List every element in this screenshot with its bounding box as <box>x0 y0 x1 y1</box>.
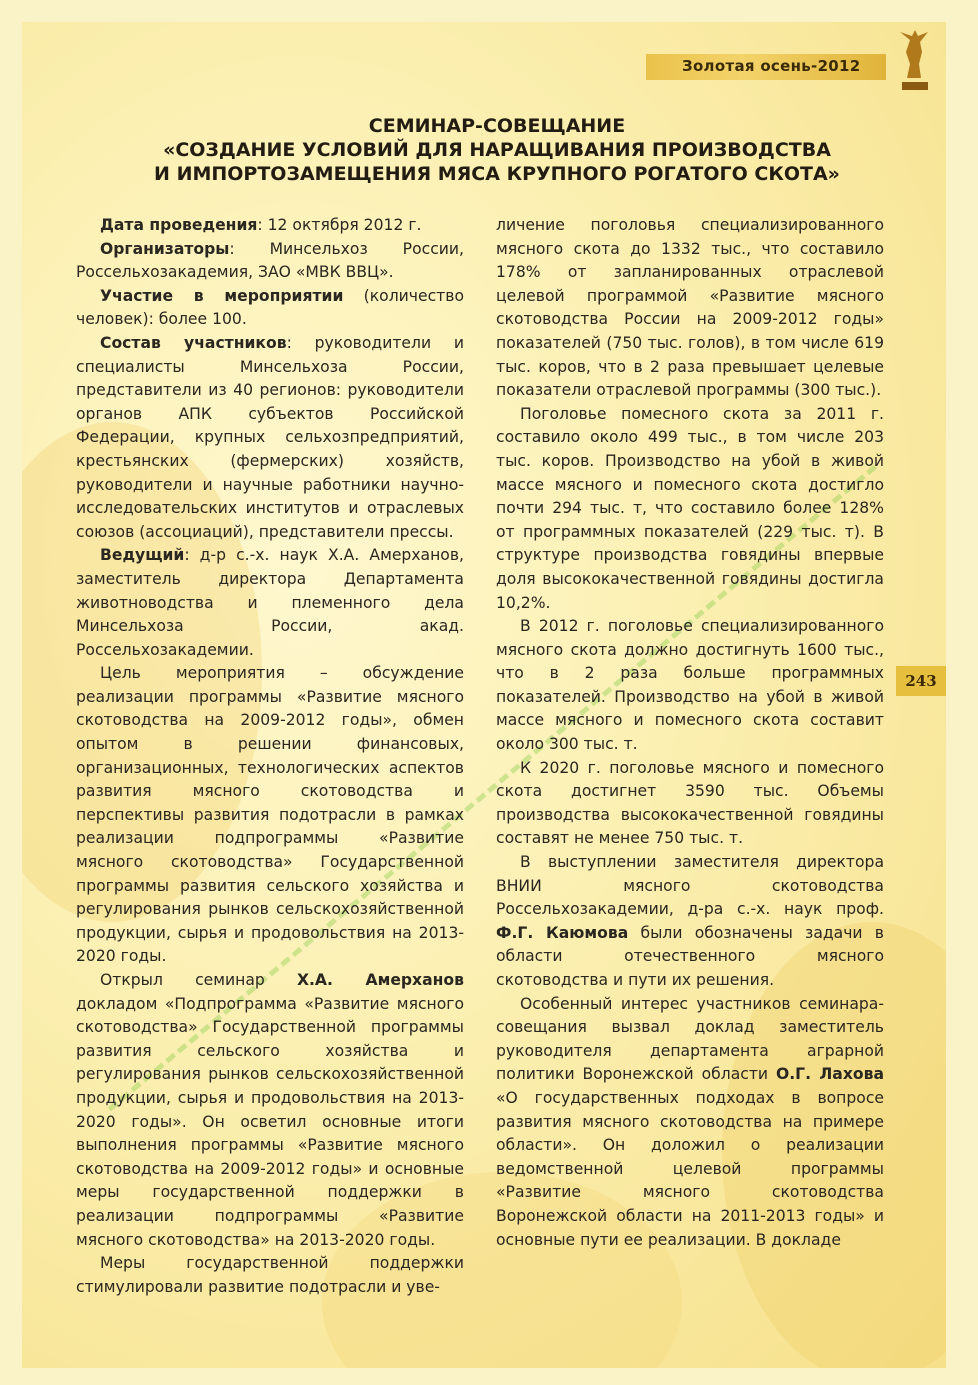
speaker-name: О.Г. Лахова <box>775 1065 884 1084</box>
forecast-2020-paragraph: К 2020 г. поголовье мясного и помесного скота достигнет 3590 тыс. Объемы производства высококачественной говядины составят не менее 750 тыс. т. <box>496 758 884 848</box>
organizers-label: Организаторы <box>100 239 230 258</box>
vniim-text: В выступлении заместителя директора ВНИИ мясного скотоводства Россельхозакадемии, д-ра с.-х. наук проф. <box>496 853 884 919</box>
host-paragraph <box>76 544 464 662</box>
participation-label: Участие в мероприятии <box>100 286 344 305</box>
participation-paragraph <box>76 285 464 332</box>
statue-icon <box>888 26 942 92</box>
article-title <box>80 114 914 186</box>
vniim-paragraph <box>496 851 884 993</box>
forecast-2012-paragraph: В 2012 г. поголовье специализированного мясного скота должно достигнуть 1600 тыс., что в 2 раза больше программных показателей. Производство на убой в живой массе мясного и помесного скота составит около 300 тыс. т. <box>496 617 884 754</box>
date-value: : 12 октября 2012 г. <box>257 216 422 234</box>
date-paragraph <box>76 214 464 238</box>
opening-paragraph <box>76 969 464 1252</box>
composition-label: Состав участников <box>100 333 287 352</box>
date-label: Дата проведения <box>100 216 258 234</box>
title-line: СЕМИНАР-СОВЕЩАНИЕ <box>368 115 626 137</box>
title-line: «СОЗДАНИЕ УСЛОВИЙ ДЛЯ НАРАЩИВАНИЯ ПРОИЗВОДСТВА <box>163 139 831 161</box>
composition-paragraph <box>76 332 464 544</box>
right-column <box>496 214 884 1252</box>
interest-paragraph <box>496 993 884 1253</box>
composition-value: : руководители и специалисты Минсельхоза России, представители из 40 регионов: руководители органов АПК субъектов Российской Федерации, крупных сельхозпредприятий, крестьянских (фермерских) хозяйств, руководители и научные работники научно-исследовательских институтов и отраслевых союзов (ассоциаций), представители прессы. <box>76 333 464 541</box>
participation-value: (количество человек): более 100. <box>76 286 464 329</box>
speaker-name: Х.А. Амерханов <box>296 971 464 989</box>
organizers-paragraph <box>76 238 464 285</box>
host-label: Ведущий <box>100 546 185 565</box>
title-line: И ИМПОРТОЗАМЕЩЕНИЯ МЯСА КРУПНОГО РОГАТОГО СКОТА» <box>154 163 840 185</box>
opening-text: Открыл семинар <box>100 971 297 989</box>
left-column <box>76 214 464 1299</box>
interest-text: «О государственных подходах в вопросе развития мясного скотоводства на примере области». Он доложил о реализации ведомственной целевой программы «Развитие мясного скотоводства Воронежской области на 2011-2013 годы» и основные пути ее реализации. В докладе <box>496 1088 884 1249</box>
vniim-text: были обозначены задачи в области отечественного мясного скотоводства и пути их решения. <box>496 923 884 989</box>
page-number: 243 <box>896 666 946 696</box>
opening-text: докладом «Подпрограмма «Развитие мясного скотоводства» Государственной программы развития сельского хозяйства и регулирования рынков сельскохозяйственной продукции, сырья и продовольствия на 2013-2020 годы». Он осветил основные итоги выполнения программы «Развитие мясного скотоводства на 2009-2012 годы» и основные меры государственной поддержки в реализации подпрограммы «Развитие мясного скотоводства» на 2013-2020 годы. <box>76 994 464 1249</box>
measures-paragraph: Меры государственной поддержки стимулировали развитие подотрасли и уве- <box>76 1254 464 1296</box>
interest-text: Особенный интерес участников семинара-совещания вызвал доклад заместитель руководителя департамента аграрной политики Воронежской области <box>496 994 884 1084</box>
host-value: : д-р с.-х. наук Х.А. Амерханов, заместитель директора Департамента животноводства и племенного дела Минсельхоза России, акад. Россельхозакадемии. <box>76 546 464 659</box>
speaker-name: Ф.Г. Каюмова <box>496 923 629 942</box>
continuation-paragraph: личение поголовья специализированного мясного скота до 1332 тыс., что составило 178% от запланированных отраслевой целевой программой «Развитие мясного скотоводства России на 2009-2012 годы» показателей (750 тыс. голов), в том числе 619 тыс. коров, что в 2 раза превышает целевые показатели отраслевой программы (300 тыс.). <box>496 216 884 400</box>
crossbred-paragraph: Поголовье помесного скота за 2011 г. составило около 499 тыс., в том числе 203 тыс. коров. Производство на убой в живой массе мясного и помесного скота достигло почти 294 тыс. т, что составило более 128% от программных показателей (229 тыс. т). В структуре производства говядины впервые доля высококачественной говядины достигла 10,2%. <box>496 404 884 612</box>
organizers-value: : Минсельхоз России, Россельхозакадемия, ЗАО «МВК ВВЦ». <box>76 239 464 282</box>
running-header: Золотая осень-2012 <box>682 57 861 75</box>
goal-paragraph: Цель мероприятия – обсуждение реализации программы «Развитие мясного скотоводства на 2009-2012 годы», обмен опытом в решении финансовых, организационных, технологических аспектов развития мясного скотоводства и перспективы развития подотрасли в рамках реализации подпрограммы «Развитие мясного скотоводства» Государственной программы развития сельского хозяйства и регулирования рынков сельскохозяйственной продукции, сырья и продовольствия на 2013-2020 годы. <box>76 664 464 966</box>
